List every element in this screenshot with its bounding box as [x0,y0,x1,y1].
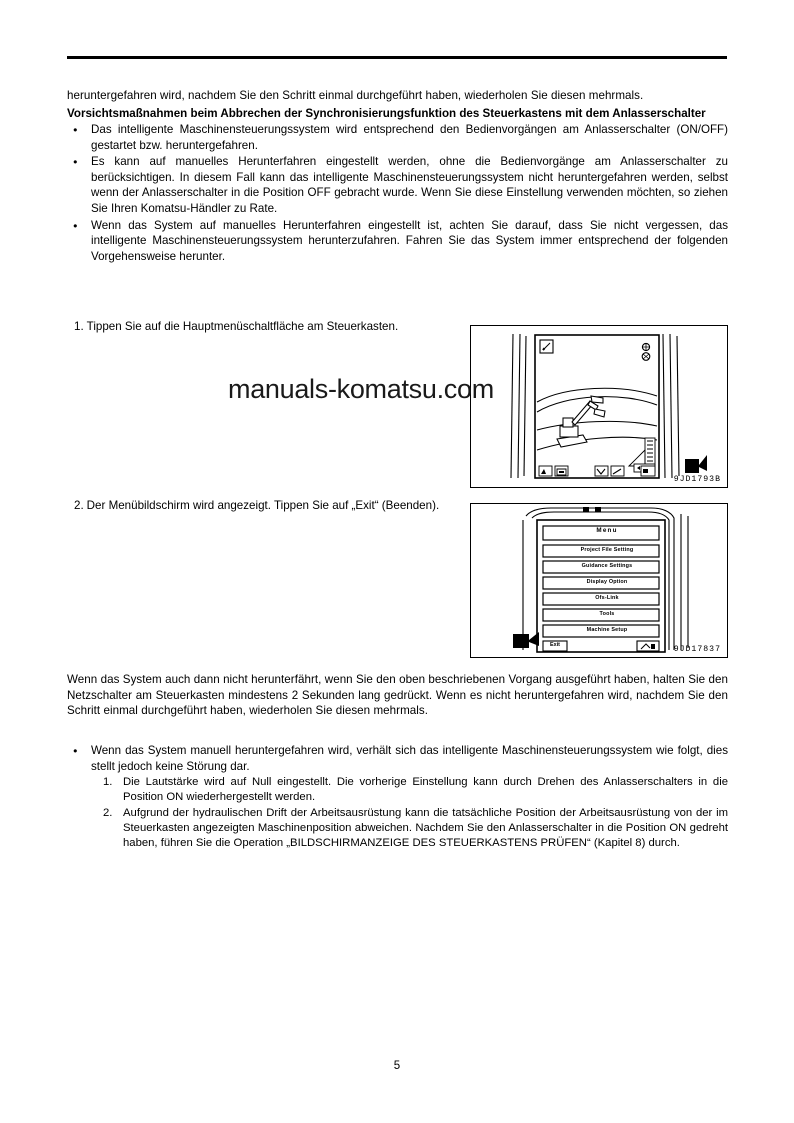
continued-paragraph: heruntergefahren wird, nachdem Sie den Schritt einmal durchgeführt haben, wiederholen Sie diesen mehrmals. [67,89,644,102]
sub-item-1-text: Die Lautstärke wird auf Null eingestellt. Die vorherige Einstellung kann durch Drehen des Anlasserschalters in die Position ON wiederhergestellt werden. [123,776,728,804]
list-item: ● Wenn das System manuell heruntergefahren wird, verhält sich das intelligente Maschinensteuerungssystem wie folgt, dies stellt jedoch keine Störung dar. [67,743,728,774]
step-2-text [74,498,464,514]
sub-item-2-text: Aufgrund der hydraulischen Drift der Arbeitsausrüstung kann die tatsächliche Position der Arbeitsausrüstung von der im Steuerkasten angezeigten Maschinenposition abweichen. Nachdem Sie den Anlasserschalter in die Position ON gedreht haben, führen Sie die Operation „BILDSCHIRMANZEIGE DES STEUERKASTENS PRÜFEN“ (Kapitel 8) durch. [123,806,728,849]
menu-item-ofs-link[interactable]: Ofs-Link [595,595,619,601]
figure-2-id: 9JD17837 [673,645,721,654]
watermark: manuals-komatsu.com [228,374,494,404]
exit-button[interactable]: Exit [550,642,560,648]
list-item: ● Das intelligente Maschinensteuerungssystem wird entsprechend den Bedienvorgängen am Anlasserschalter (ON/OFF) gestartet bzw. heruntergefahren. [67,122,728,153]
step-1-instruction: Tippen Sie auf die Hauptmenüschaltfläche am Steuerkasten. [86,320,399,333]
menu-screen-title: Menu [596,527,618,534]
sub-item-2-number: 2. [103,806,113,819]
figure-2 [470,503,728,658]
menu-item-display-option[interactable]: Display Option [586,579,628,585]
menu-item-guidance-settings[interactable]: Guidance Settings [581,563,633,569]
figure-1 [470,325,728,488]
list-item [103,775,728,805]
pencil-icon [540,340,553,353]
tail-list-block [67,742,728,851]
list-item [103,806,728,852]
list-item: ● Es kann auf manuelles Herunterfahren eingestellt werden, ohne die Bedienvorgänge am Anlasserschalter zu berücksichtigen. In diesem Fall kann das intelligente Maschinensteuerungssystem nicht heruntergefahren werden, selbst wenn der Anlasserschalter in die Position OFF gebracht wurde. Wenn Sie diese Einstellung verwenden möchten, so ziehen Sie Ihren Komatsu-Händler zu Rate. [67,154,728,216]
step-2-instruction: Der Menübildschirm wird angezeigt. Tippen Sie auf „Exit“ (Beenden). [86,499,440,512]
step-1-text [74,319,464,335]
figure-1-illustration [471,326,729,489]
screen-side-label [645,438,655,465]
gps-status-icon [642,343,649,350]
pointer-arrow-right [685,455,707,473]
header-rule [67,56,727,59]
tail-sub-list [103,775,728,851]
upper-text-content [67,88,728,264]
tail-paragraph: Wenn das System auch dann nicht herunterfährt, wenn Sie den oben beschriebenen Vorgang ausgeführt haben, halten Sie den Netzschalter am Steuerkasten mindestens 2 Sekunden lang gedrückt. Wenn es nicht heruntergefahren wird, nachdem Sie den Schritt einmal durchgeführt haben, wiederholen Sie diesen mehrmals. [67,673,728,718]
step-1-number: 1. [74,320,84,333]
section-heading: Vorsichtsmaßnahmen beim Abbrechen der Synchronisierungsfunktion des Steuerkastens mit dem Anlasserschalter [67,106,706,120]
step-2-number: 2. [74,499,84,512]
tail-bullet-list [67,743,728,774]
list-item: ● Wenn das System auf manuelles Herunterfahren eingestellt ist, achten Sie darauf, dass Sie nicht vergessen, das intelligente Maschinensteuerungssystem herunterzufahren. Fahren Sie das System immer entsprechend der folgenden Vorgehensweise herunter. [67,218,728,265]
section-bullet-list [67,122,728,264]
pointer-arrow-right [513,632,539,648]
menu-item-project-file-setting[interactable]: Project File Setting [580,547,634,553]
figure-1-id: 9JD1793B [673,475,721,484]
tail-paragraph-block [67,672,728,719]
menu-item-tools[interactable]: Tools [599,611,615,617]
sub-item-1-number: 1. [103,776,113,789]
page-number: 5 [393,1060,401,1072]
menu-item-machine-setup[interactable]: Machine Setup [586,627,628,633]
